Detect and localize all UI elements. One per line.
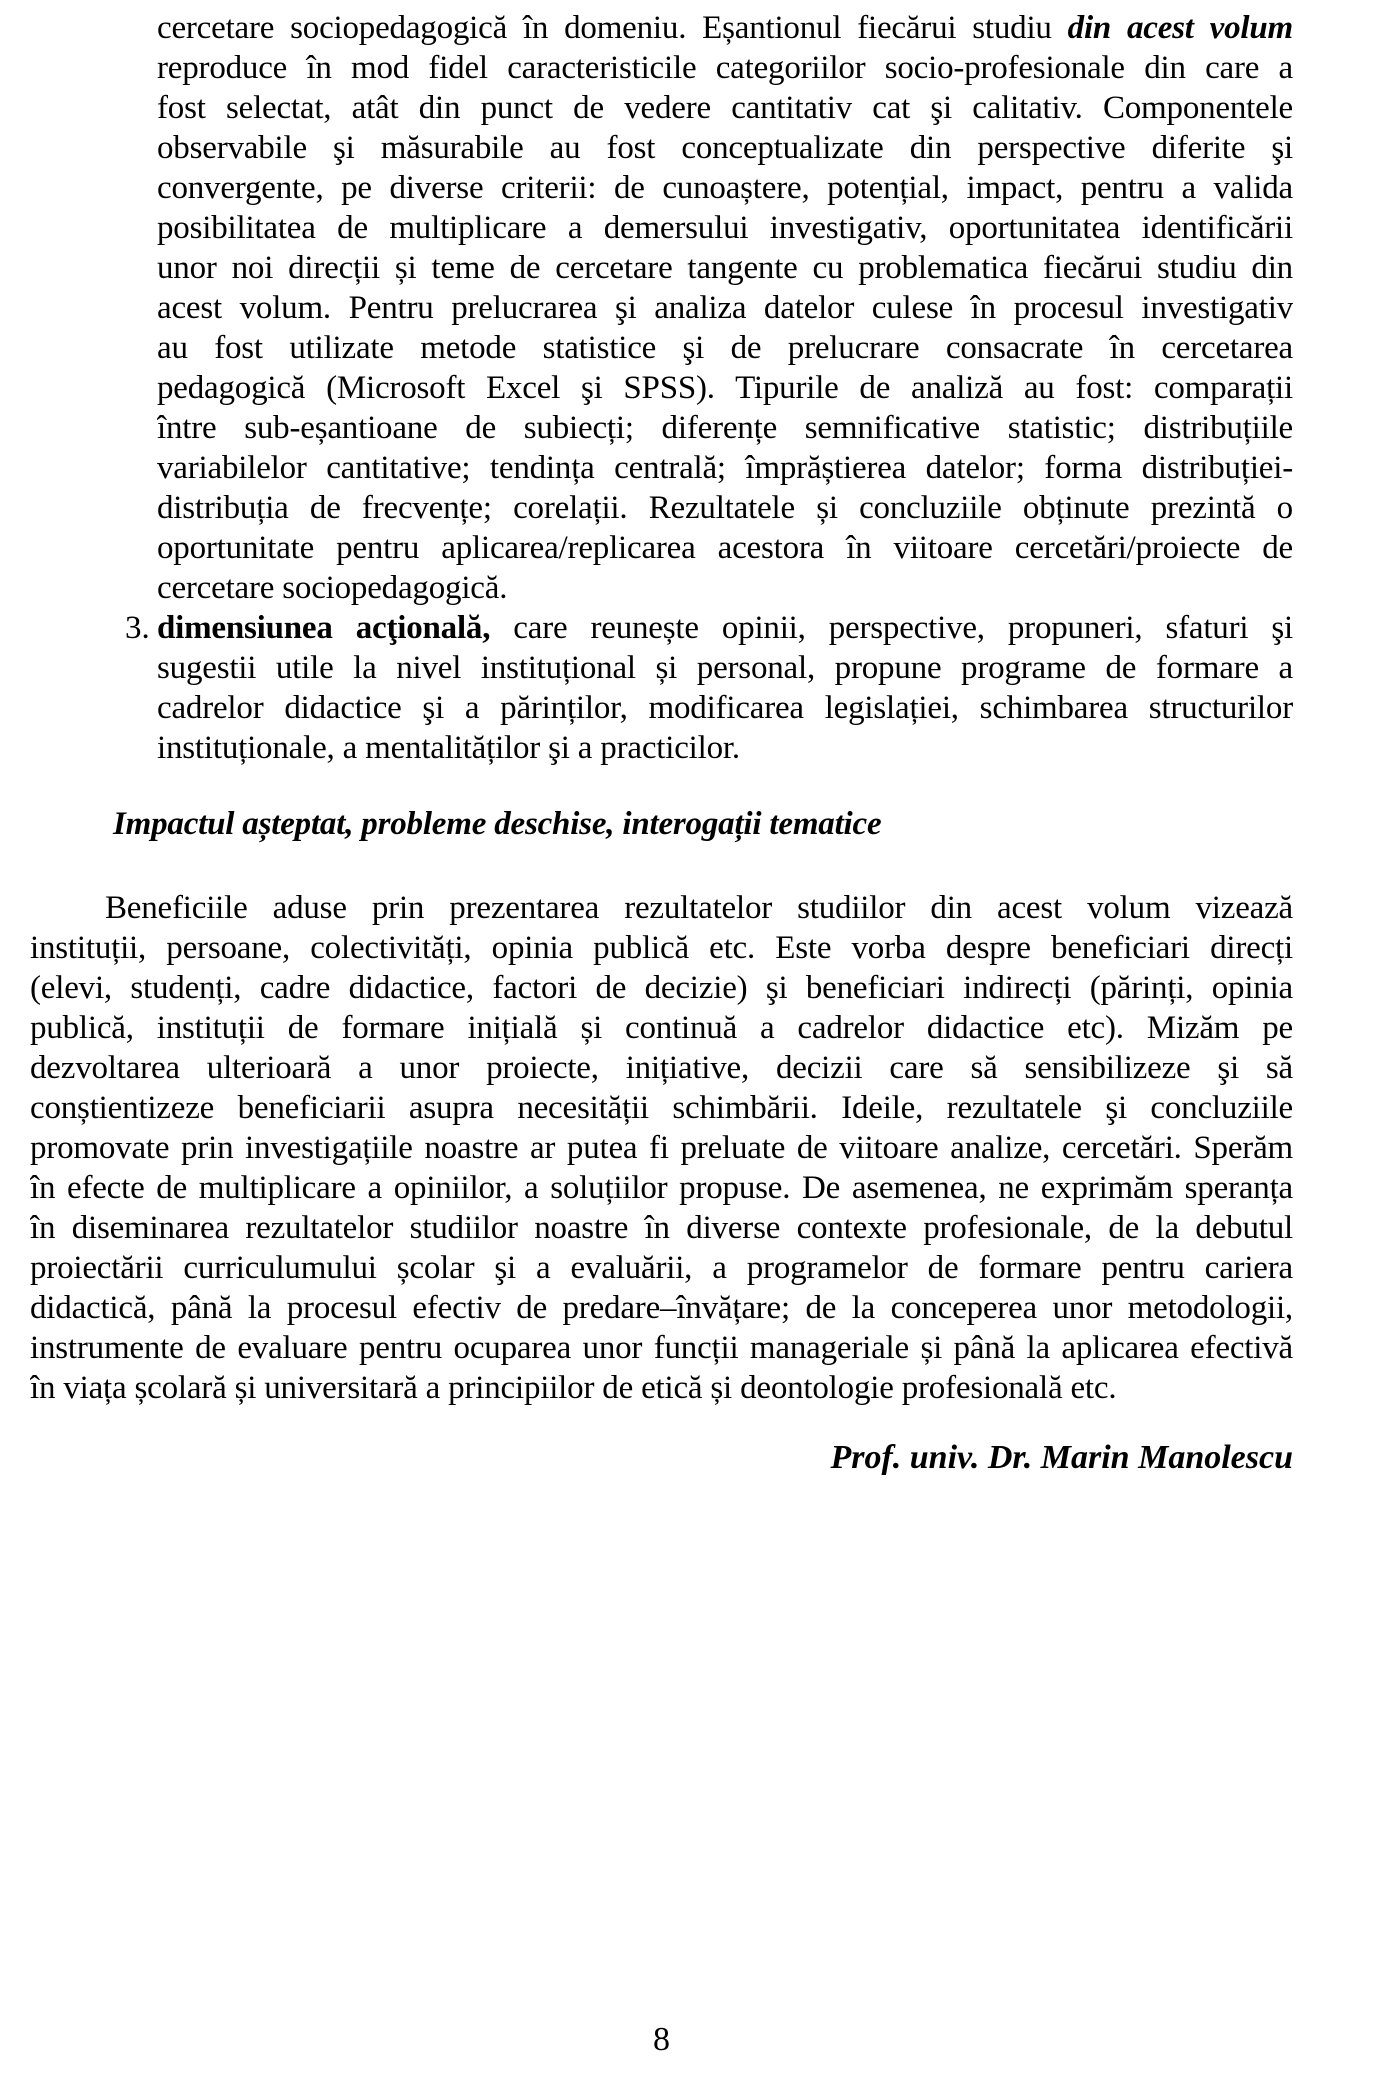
text-line bbox=[30, 1248, 1293, 1288]
section-heading: Impactul așteptat, probleme deschise, interogații tematice bbox=[113, 806, 882, 842]
list-item-3-text bbox=[157, 608, 1293, 768]
text-segment: în efecte de multiplicare a opiniilor, a soluțiilor propuse. De asemenea, ne exprimăm speranța bbox=[30, 1170, 1293, 1206]
text-line bbox=[30, 1328, 1293, 1368]
text-segment: observabile şi măsurabile au fost conceptualizate din perspective diferite şi bbox=[157, 130, 1293, 166]
text-segment: didactică, până la procesul efectiv de predare–învățare; de la conceperea unor metodologii, bbox=[30, 1290, 1293, 1326]
text-segment: unor noi direcții și teme de cercetare tangente cu problematica fiecărui studiu din bbox=[157, 250, 1293, 286]
text-segment: conștientizeze beneficiarii asupra necesității schimbării. Ideile, rezultatele şi concluziile bbox=[30, 1090, 1293, 1126]
text-line bbox=[30, 1208, 1293, 1248]
text-line bbox=[157, 88, 1293, 128]
text-line bbox=[157, 248, 1293, 288]
text-line bbox=[30, 1088, 1293, 1128]
text-line bbox=[157, 728, 1293, 768]
text-line bbox=[30, 888, 1293, 928]
list-item-3-marker: 3. bbox=[125, 610, 150, 646]
text-segment: variabilelor cantitative; tendința centrală; împrăștierea datelor; forma distribuției- bbox=[157, 450, 1293, 486]
text-segment: în viața școlară și universitară a principiilor de etică și deontologie profesională etc. bbox=[30, 1370, 1117, 1406]
text-segment: distribuția de frecvențe; corelații. Rezultatele și concluziile obținute prezintă o bbox=[157, 490, 1293, 526]
page-number: 8 bbox=[653, 2021, 670, 2058]
text-line bbox=[30, 928, 1293, 968]
text-segment: între sub-eșantioane de subiecți; diferențe semnificative statistic; distribuțiile bbox=[157, 410, 1293, 446]
text-segment: instituționale, a mentalităților şi a practicilor. bbox=[157, 730, 740, 766]
text-line bbox=[157, 328, 1293, 368]
text-segment: oportunitate pentru aplicarea/replicarea acestora în viitoare cercetări/proiecte de bbox=[157, 530, 1293, 566]
body-paragraph bbox=[30, 888, 1293, 1408]
text-segment: convergente, pe diverse criterii: de cunoaștere, potențial, impact, pentru a valida bbox=[157, 170, 1293, 206]
text-line bbox=[30, 1008, 1293, 1048]
text-segment: sugestii utile la nivel instituțional și personal, propune programe de formare a bbox=[157, 650, 1293, 686]
text-segment: Beneficiile aduse prin prezentarea rezultatelor studiilor din acest volum vizează bbox=[105, 890, 1293, 926]
text-line bbox=[157, 648, 1293, 688]
text-segment: instituții, persoane, colectivități, opinia publică etc. Este vorba despre beneficiari direcți bbox=[30, 930, 1293, 966]
text-line bbox=[30, 1128, 1293, 1168]
text-line bbox=[157, 408, 1293, 448]
text-line bbox=[157, 528, 1293, 568]
text-line bbox=[157, 608, 1293, 648]
text-line bbox=[157, 8, 1293, 48]
text-line bbox=[30, 1368, 1293, 1408]
text-line bbox=[30, 1168, 1293, 1208]
text-segment: din acest volum bbox=[1067, 10, 1293, 46]
text-segment: în diseminarea rezultatelor studiilor noastre în diverse contexte profesionale, de la debutul bbox=[30, 1210, 1293, 1246]
text-segment: pedagogică (Microsoft Excel şi SPSS). Tipurile de analiză au fost: comparații bbox=[157, 370, 1293, 406]
text-line bbox=[157, 48, 1293, 88]
text-segment: fost selectat, atât din punct de vedere cantitativ cat şi calitativ. Componentele bbox=[157, 90, 1293, 126]
author-signature: Prof. univ. Dr. Marin Manolescu bbox=[830, 1439, 1293, 1476]
text-line bbox=[30, 1048, 1293, 1088]
text-line bbox=[157, 208, 1293, 248]
text-line bbox=[157, 128, 1293, 168]
text-line bbox=[157, 688, 1293, 728]
text-segment: dimensiunea acţională, bbox=[157, 610, 491, 646]
text-segment: cercetare sociopedagogică. bbox=[157, 570, 508, 606]
text-line bbox=[157, 168, 1293, 208]
text-segment: promovate prin investigațiile noastre ar putea fi preluate de viitoare analize, cercetări. Sperăm bbox=[30, 1130, 1293, 1166]
text-segment: acest volum. Pentru prelucrarea şi analiza datelor culese în procesul investigativ bbox=[157, 290, 1293, 326]
text-segment: posibilitatea de multiplicare a demersului investigativ, oportunitatea identificării bbox=[157, 210, 1293, 246]
text-segment: dezvoltarea ulterioară a unor proiecte, inițiative, decizii care să sensibilizeze şi să bbox=[30, 1050, 1293, 1086]
text-segment: (elevi, studenți, cadre didactice, factori de decizie) şi beneficiari indirecți (părinți, opinia bbox=[30, 970, 1293, 1006]
text-line bbox=[157, 288, 1293, 328]
text-segment: care reunește opinii, perspective, propuneri, sfaturi şi bbox=[490, 610, 1293, 646]
text-line bbox=[157, 368, 1293, 408]
text-segment: au fost utilizate metode statistice şi de prelucrare consacrate în cercetarea bbox=[157, 330, 1293, 366]
text-segment: proiectării curriculumului școlar şi a evaluării, a programelor de formare pentru cariera bbox=[30, 1250, 1293, 1286]
text-segment: reproduce în mod fidel caracteristicile categoriilor socio-profesionale din care a bbox=[157, 50, 1293, 86]
text-line bbox=[157, 488, 1293, 528]
text-segment: instrumente de evaluare pentru ocuparea unor funcții manageriale și până la aplicarea efectivă bbox=[30, 1330, 1293, 1366]
text-segment: cadrelor didactice şi a părinților, modificarea legislației, schimbarea structurilor bbox=[157, 690, 1293, 726]
text-segment: cercetare sociopedagogică în domeniu. Eșantionul fiecărui studiu bbox=[157, 10, 1068, 46]
text-line bbox=[30, 968, 1293, 1008]
text-line bbox=[157, 568, 1293, 608]
list-item-2-continuation bbox=[157, 8, 1293, 608]
text-line bbox=[157, 448, 1293, 488]
text-segment: publică, instituții de formare inițială și continuă a cadrelor didactice etc). Mizăm pe bbox=[30, 1010, 1293, 1046]
text-line bbox=[30, 1288, 1293, 1328]
list-item-3 bbox=[125, 608, 1293, 768]
